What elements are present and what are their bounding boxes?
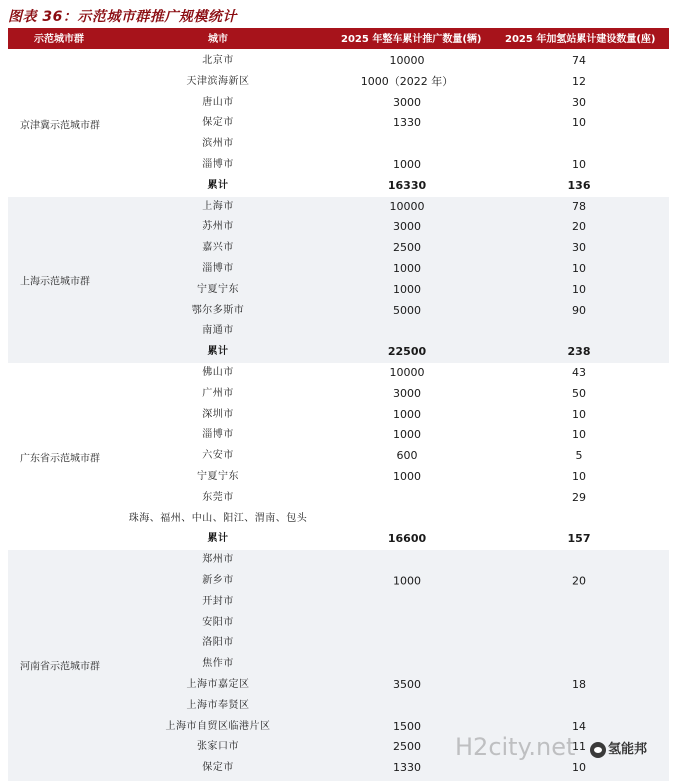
group-name: 广东省示范城市群: [20, 453, 100, 465]
header-city: 城市: [208, 34, 228, 45]
group-name: 河南省示范城市群: [20, 661, 100, 673]
total-row: [8, 176, 669, 197]
table-row: [8, 425, 669, 446]
city-cell: 宁夏宁东: [197, 283, 239, 295]
header-group: 示范城市群: [34, 34, 84, 45]
figure-title: 图表 36：示范城市群推广规模统计: [8, 9, 237, 25]
vehicles-cell: 1000: [393, 407, 421, 421]
watermark-text: H2city.net: [455, 733, 576, 761]
merged-stations: 20: [572, 574, 586, 588]
stations-cell: 5: [575, 449, 583, 463]
stations-cell: 43: [572, 366, 586, 379]
table-row: [8, 467, 669, 488]
stations-cell: 20: [572, 220, 586, 234]
table-row: [8, 509, 669, 530]
vehicles-cell: 1000: [393, 428, 421, 442]
table-row: [8, 571, 669, 592]
table-row: [8, 259, 669, 280]
stations-cell: 10: [572, 261, 586, 275]
group-shanghai: [8, 197, 669, 363]
stations-cell: 30: [572, 241, 586, 255]
city-cell: 宁夏宁东: [197, 471, 239, 482]
group-guangdong: [8, 363, 669, 550]
merged-vehicles: 1000: [393, 574, 421, 588]
total-row: [8, 342, 669, 363]
table-row: [8, 363, 669, 384]
city-cell: 广州市: [202, 387, 234, 399]
city-cell: 郑州市: [202, 554, 234, 566]
table-row: [8, 696, 669, 717]
table-row: [8, 51, 669, 72]
table-row: [8, 72, 669, 93]
table-row: [8, 405, 669, 426]
city-cell: 滨州市: [202, 138, 234, 150]
header-stations: 2025 年加氢站累计建设数量(座): [505, 34, 656, 45]
table-row: [8, 217, 669, 238]
vehicles-cell: 1500: [393, 719, 421, 733]
city-cell: 淄博市: [202, 159, 234, 170]
city-cell: 天津滨海新区: [186, 75, 250, 87]
vehicles-cell: 600: [396, 449, 418, 463]
city-cell: 保定市: [202, 762, 234, 774]
vehicles-cell: 2500: [393, 241, 421, 255]
city-cell: 洛阳市: [202, 637, 234, 649]
city-cell: 淄博市: [202, 429, 234, 441]
table-row: [8, 134, 669, 155]
vehicles-cell: 3000: [393, 220, 421, 234]
total-label: 累计: [207, 533, 229, 545]
group-jingjinji: [8, 51, 669, 197]
total-row: [8, 529, 669, 550]
stations-cell: 74: [572, 54, 586, 67]
total-stations: 136: [567, 178, 591, 192]
stations-cell: 10: [572, 428, 586, 442]
vehicles-cell: 5000: [393, 303, 421, 317]
city-cell: 上海市: [202, 200, 234, 212]
total-stations: 157: [567, 532, 591, 546]
table-row: [8, 155, 669, 176]
vehicles-cell: 1330: [393, 761, 421, 775]
city-cell: 上海市奉贤区: [186, 699, 250, 711]
table-row: [8, 758, 669, 779]
table-row: [8, 197, 669, 218]
table-header: [8, 30, 669, 49]
city-cell: 淄博市: [202, 262, 234, 274]
vehicles-cell: 10000: [389, 199, 425, 213]
table-row: [8, 613, 669, 634]
city-cell: 珠海、福州、中山、阳江、渭南、包头: [128, 512, 308, 524]
table-row: [8, 488, 669, 509]
table-row: [8, 384, 669, 405]
table-row: [8, 321, 669, 342]
vehicles-cell: 10000: [389, 54, 425, 67]
total-label: 累计: [207, 179, 229, 191]
city-cell: 六安市: [202, 450, 234, 462]
stations-cell: 90: [572, 303, 586, 317]
group-name: 京津冀示范城市群: [20, 120, 100, 132]
vehicles-cell: 3500: [393, 677, 421, 691]
watermark-badge: [590, 738, 670, 764]
total-vehicles: 16600: [387, 532, 427, 546]
city-cell: 深圳市: [202, 408, 234, 420]
stations-cell: 50: [572, 386, 586, 400]
vehicles-cell: 3000: [393, 386, 421, 400]
header-vehicles: 2025 年整车累计推广数量(辆): [341, 34, 482, 45]
vehicles-cell: 1000: [393, 282, 421, 296]
table-row: [8, 238, 669, 259]
city-cell: 嘉兴市: [202, 242, 234, 254]
table-row: [8, 633, 669, 654]
stations-cell: 10: [572, 470, 586, 483]
total-label: 累计: [207, 346, 229, 358]
stations-cell: 11: [572, 740, 586, 754]
total-vehicles: 16330: [387, 178, 427, 192]
city-cell: 保定市: [202, 117, 234, 129]
table-row: [8, 550, 669, 571]
group-name: 上海示范城市群: [20, 276, 90, 288]
vehicles-cell: 1000: [393, 158, 421, 171]
table-row: [8, 446, 669, 467]
table-row: [8, 654, 669, 675]
stations-cell: 10: [572, 158, 586, 171]
stations-cell: 14: [572, 719, 586, 733]
table-row: [8, 113, 669, 134]
city-cell: 鄂尔多斯市: [191, 304, 245, 316]
city-cell: 上海市自贸区临港片区: [165, 720, 271, 732]
city-cell: 开封市: [202, 595, 234, 607]
watermark-badge-label: 氢能邦: [608, 742, 648, 757]
table-row: [8, 301, 669, 322]
vehicles-cell: 1000: [393, 261, 421, 275]
vehicles-cell: 3000: [393, 95, 421, 109]
city-cell: 焦作市: [202, 658, 234, 670]
vehicles-cell: 10000: [389, 366, 425, 379]
table-row: [8, 93, 669, 114]
stations-cell: 12: [572, 74, 586, 88]
city-cell: 苏州市: [202, 221, 234, 233]
vehicles-cell: 1000: [393, 470, 421, 483]
table-row: [8, 592, 669, 613]
stations-cell: 29: [572, 490, 586, 504]
stations-cell: 30: [572, 95, 586, 109]
city-cell: 新乡市: [202, 574, 234, 586]
city-cell: 上海市嘉定区: [186, 678, 250, 690]
stations-cell: 10: [572, 761, 586, 775]
stations-cell: 10: [572, 116, 586, 130]
city-cell: 唐山市: [202, 96, 234, 108]
stations-cell: 18: [572, 677, 586, 691]
total-vehicles: 22500: [387, 345, 427, 359]
vehicles-cell: 2500: [393, 740, 421, 754]
table-row: [8, 280, 669, 301]
vehicles-cell: 1330: [393, 116, 421, 130]
stations-cell: 78: [572, 199, 586, 213]
city-cell: 佛山市: [202, 367, 234, 378]
city-cell: 北京市: [202, 55, 234, 66]
city-cell: 张家口市: [197, 741, 239, 753]
stations-cell: 10: [572, 282, 586, 296]
city-cell: 东莞市: [202, 491, 234, 503]
city-cell: 安阳市: [202, 616, 234, 628]
total-stations: 238: [567, 345, 591, 359]
city-cell: 南通市: [202, 325, 234, 337]
stations-cell: 10: [572, 407, 586, 421]
wechat-icon: [590, 742, 606, 758]
vehicles-cell: 1000（2022 年）: [360, 74, 454, 88]
table-row: [8, 675, 669, 696]
